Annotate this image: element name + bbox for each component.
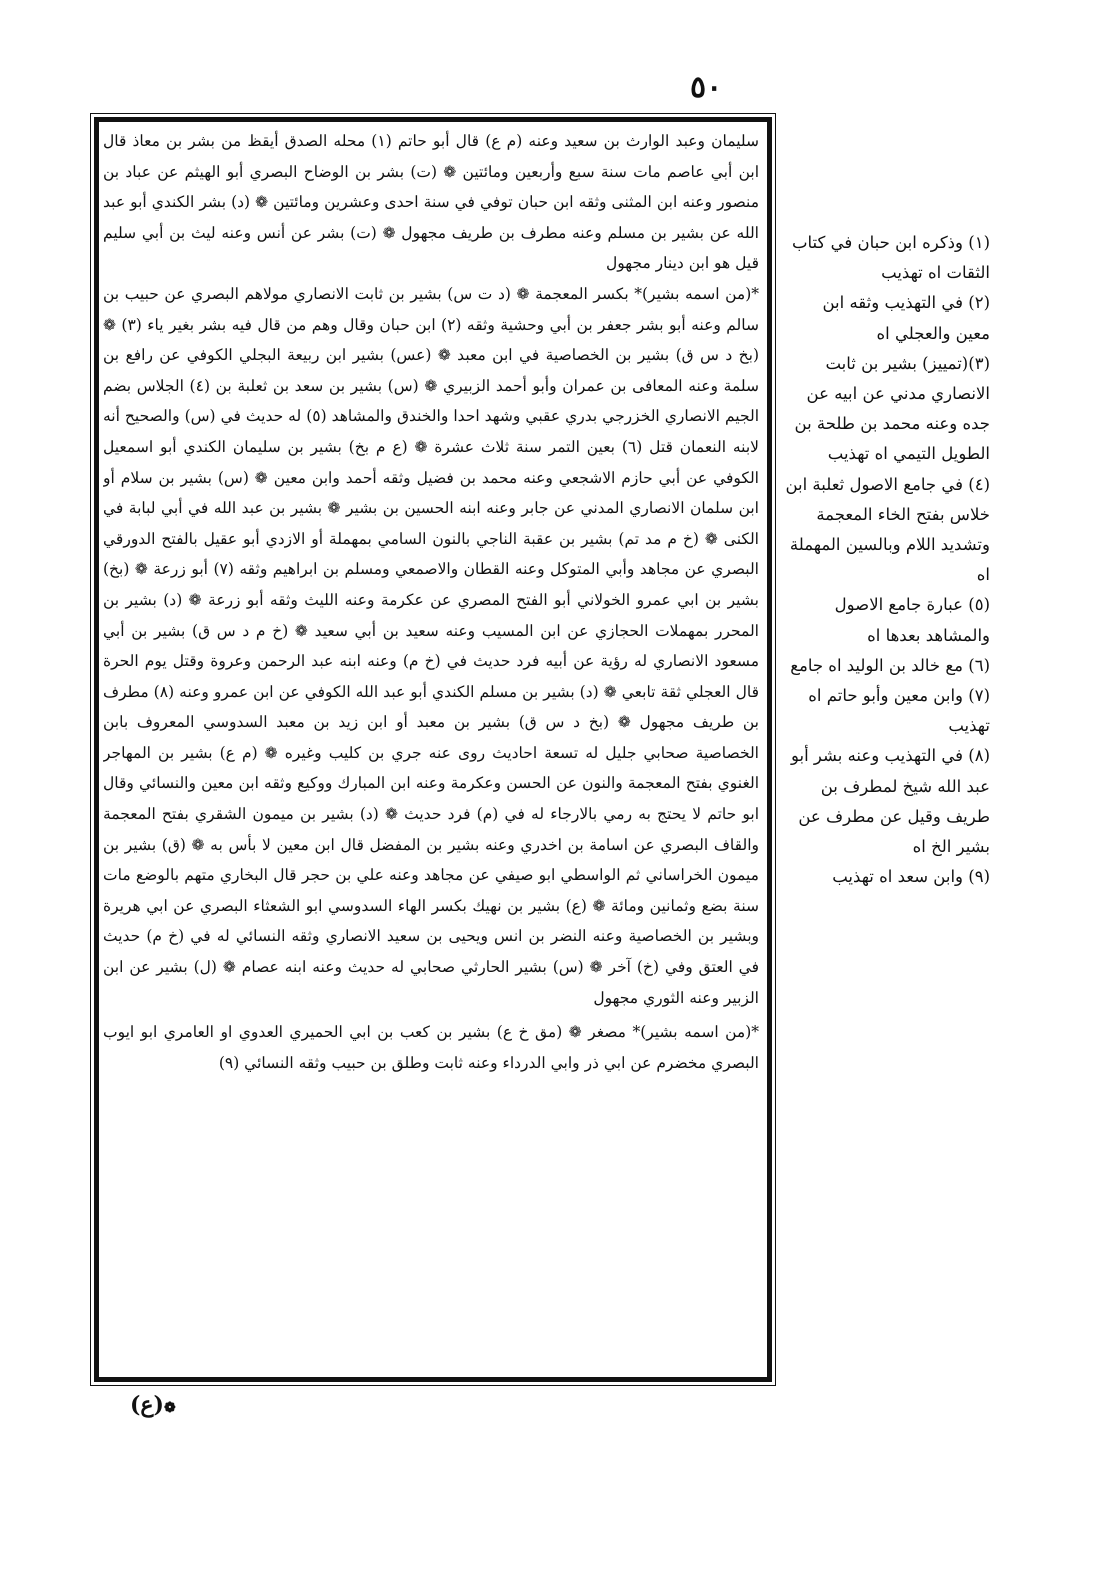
flower-ornament-icon: ❁: [163, 1400, 176, 1416]
marginal-notes: [785, 228, 990, 892]
footnote-3: (٣)(تمييز) بشير بن ثابت الانصاري مدني عن ابيه عن جده وعنه محمد بن طلحة بن الطويل التيمي اه تهذيب: [794, 353, 990, 464]
paragraph-bashir-entries: *(من اسمه بشير)* بكسر المعجمة ❁ (د ت س) بشير بن ثابت الانصاري مولاهم البصري عن حبيب بن سالم وعنه أبو بشر جعفر بن أبي وحشية وثقه (٢) ابن حبان وقال وهم من قال فيه بشر بغير ياء (٣) ❁ (بخ د س ق) بشير بن الخصاصية في ابن معبد ❁ (عس) بشير ابن ربيعة البجلي الكوفي عن رافع بن سلمة وعنه المعافى بن عمران وأبو أحمد الزبيري ❁ (س) بشير بن سعد بن ثعلبة بن (٤) الجلاس بضم الجيم الانصاري الخزرجي بدري عقبي وشهد احدا والخندق والمشاهد (٥) له حديث في (س) والصحيح أنه لابنه النعمان قتل (٦) بعين التمر سنة ثلاث عشرة ❁ (ع م بخ) بشير بن سليمان الكندي أبو اسمعيل الكوفي عن أبي حازم الاشجعي وعنه محمد بن فضيل وثقه أحمد وابن معين ❁ (س) بشير بن سلام أو ابن سلمان الانصاري المدني عن جابر وعنه ابنه الحسين بن بشير ❁ بشير بن عبد الله في أبي لبابة في الكنى ❁ (خ م مد تم) بشير بن عقبة الناجي بالنون السامي بمهملة أو الازدي أبو عقيل بالفتح الدورقي البصري عن مجاهد وأبي المتوكل وعنه القطان والاصمعي ومسلم بن ابراهيم وثقه (٧) أبو زرعة ❁ (بخ) بشير بن ابي عمرو الخولاني أبو الفتح المصري عن عكرمة وعنه الليث وثقه أبو زرعة ❁ (د) بشير بن المحرر بمهملات الحجازي عن ابن المسيب وعنه سعيد بن أبي سعيد ❁ (خ م د س ق) بشير بن أبي مسعود الانصاري له رؤية عن أبيه فرد حديث في (خ م) وعنه ابنه عبد الرحمن وعروة وقتل يوم الحرة قال العجلي ثقة تابعي ❁ (د) بشير بن مسلم الكندي أبو عبد الله الكوفي عن ابن عمرو وعنه (٨) مطرف بن طريف مجهول ❁ (بخ د س ق) بشير بن معبد أو ابن زيد بن معبد السدوسي المعروف بابن الخصاصية صحابي جليل له تسعة احاديث روى عنه جري بن كليب وغيره ❁ (م ع) بشير بن المهاجر الغنوي بفتح المعجمة والنون عن الحسن وعكرمة وعنه ابن المبارك ووكيع وثقه ابن معين والنسائي وقال ابو حاتم لا يحتج به رمي بالارجاء له في (م) فرد حديث ❁ (د) بشير بن ميمون الشقري بفتح المعجمة والقاف البصري عن اسامة بن اخدري وعنه بشير بن المفضل قال ابن معين لا بأس به ❁ (ق) بشير بن ميمون الخراساني ثم الواسطي ابو صيفي عن مجاهد وعنه علي بن حجر قال البخاري متهم بالوضع مات سنة بضع وثمانين ومائة ❁ (ع) بشير بن نهيك بكسر الهاء السدوسي ابو الشعثاء البصري عن ابي هريرة وبشير بن الخصاصية وعنه النضر بن انس ويحيى بن سعيد الانصاري وثقه النسائي له في (خ م) حديث في العتق وفي (خ) آخر ❁ (س) بشير الحارثي صحابي له حديث وعنه ابنه عصام ❁ (ل) بشير عن ابن الزبير وعنه الثوري مجهول: [103, 284, 759, 1007]
footnote-7: (٧) وابن معين وأبو حاتم اه تهذيب: [808, 686, 990, 736]
footnote-1: (١) وذكره ابن حبان في كتاب الثقات اه تهذيب: [792, 233, 990, 283]
page-number: ٥٠: [690, 70, 723, 105]
main-text-block: [103, 126, 759, 1373]
paragraph-bushayr-entries: *(من اسمه بشير)* مصغر ❁ (مق خ ع) بشير بن كعب بن ابي الحميري العدوي او العامري ابو ايوب البصري مخضرم عن ابي ذر وابي الدرداء وعنه ثابت وطلق بن حبيب وثقه النسائي (٩): [103, 1023, 759, 1072]
footnote-2: (٢) في التهذيب وثقه ابن معين والعجلي اه: [822, 293, 990, 343]
footnote-8: (٨) في التهذيب وعنه بشر أبو عبد الله شيخ لمطرف بن طريف وقيل عن مطرف عن بشير الخ اه: [790, 746, 990, 857]
paragraph-bishr-entries: سليمان وعبد الوارث بن سعيد وعنه (م ع) قال أبو حاتم (١) محله الصدق أيقظ من بشر بن معاذ قال ابن أبي عاصم مات سنة سبع وأربعين ومائتين ❁ (ت) بشر بن الوضاح البصري أبو الهيثم عن عباد بن منصور وعنه ابن المثنى وثقه ابن حبان توفي في سنة احدى وعشرين ومائتين ❁ (د) بشر الكندي أبو عبد الله عن بشير بن مسلم وعنه مطرف بن طريف مجهول ❁ (ت) بشر عن أنس وعنه ليث بن أبي سليم قيل هو ابن دينار مجهول: [103, 132, 759, 273]
footnote-9: (٩) وابن سعد اه تهذيب: [832, 867, 990, 887]
catchword-text: (ع): [130, 1392, 164, 1418]
catchword: [130, 1392, 176, 1418]
footnote-6: (٦) مع خالد بن الوليد اه جامع: [790, 655, 990, 675]
footnote-4: (٤) في جامع الاصول ثعلبة ابن خلاس بفتح الخاء المعجمة وتشديد اللام وبالسين المهملة اه: [785, 474, 990, 585]
footnote-5: (٥) عبارة جامع الاصول والمشاهد بعدها اه: [834, 595, 990, 645]
